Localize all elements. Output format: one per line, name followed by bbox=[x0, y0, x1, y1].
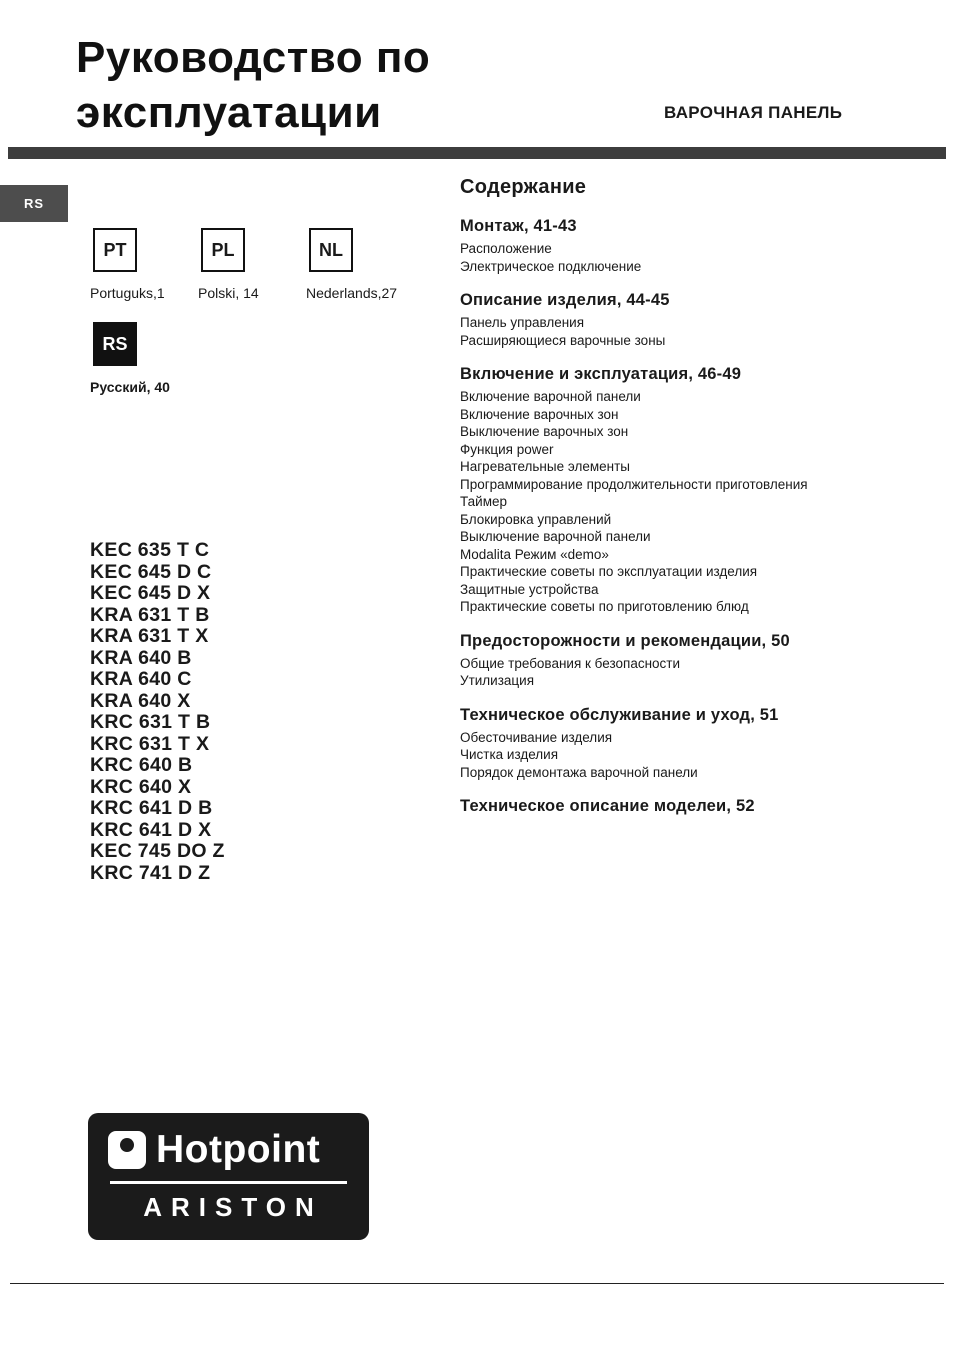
toc-item: Практические советы по эксплуатации изделия bbox=[460, 564, 758, 579]
toc-section bbox=[460, 795, 915, 817]
toc-item: Таймер bbox=[460, 494, 507, 509]
toc-title: Содержание bbox=[460, 176, 587, 198]
toc-item: Программирование продолжительности приготовления bbox=[460, 476, 808, 492]
toc-item: Защитные устройства bbox=[460, 581, 599, 597]
language-option-nl bbox=[306, 228, 414, 301]
toc-section bbox=[460, 215, 915, 275]
language-label-nl: Nederlands,27 bbox=[306, 285, 398, 301]
page-title bbox=[76, 30, 430, 140]
toc-item: Выключение варочных зон bbox=[460, 424, 629, 439]
model-number: KRC 640 B bbox=[90, 754, 193, 776]
model-number: KRC 741 D Z bbox=[90, 861, 211, 884]
toc-item: Расположение bbox=[460, 241, 552, 256]
toc-section bbox=[460, 630, 915, 690]
table-of-contents bbox=[460, 176, 915, 831]
toc-section-heading: Включение и эксплуатация, 46-49 bbox=[460, 365, 742, 383]
toc-item: Панель управления bbox=[460, 315, 585, 330]
logo-top-row bbox=[108, 1128, 349, 1172]
toc-sections bbox=[460, 215, 915, 817]
toc-item: Практические советы по приготовлению блюд bbox=[460, 599, 749, 614]
language-label-rs: Русский, 40 bbox=[90, 379, 170, 395]
header-divider-bar bbox=[8, 147, 946, 159]
page-title-line-1: Руководство по bbox=[76, 33, 431, 82]
footer-rule bbox=[10, 1283, 944, 1284]
toc-item: Общие требования к безопасности bbox=[460, 655, 681, 671]
toc-section bbox=[460, 363, 915, 616]
current-language-block bbox=[90, 322, 170, 395]
toc-item: Modalita Режим «demo» bbox=[460, 546, 609, 562]
hotpoint-dot-icon bbox=[120, 1138, 134, 1152]
language-label-pt: Portuguks,1 bbox=[90, 285, 165, 301]
toc-section-heading: Предосторожности и рекомендации, 50 bbox=[460, 631, 790, 650]
model-number: KRA 631 T X bbox=[90, 625, 209, 647]
toc-item: Функция power bbox=[460, 441, 554, 457]
language-option-pt bbox=[90, 228, 198, 301]
toc-item: Включение варочной панели bbox=[460, 389, 641, 404]
model-number: KRC 641 D X bbox=[90, 818, 212, 841]
toc-item: Нагревательные элементы bbox=[460, 459, 630, 474]
toc-item: Порядок демонтажа варочной панели bbox=[460, 764, 698, 780]
language-box-rs: RS bbox=[93, 322, 137, 366]
language-box-pl: PL bbox=[201, 228, 245, 272]
toc-item: Чистка изделия bbox=[460, 747, 559, 762]
toc-item: Обесточивание изделия bbox=[460, 729, 613, 745]
model-number: KRC 640 X bbox=[90, 775, 192, 798]
model-number: KRC 631 T B bbox=[90, 711, 211, 733]
toc-section bbox=[460, 289, 915, 349]
toc-item: Блокировка управлений bbox=[460, 511, 612, 527]
toc-item: Электрическое подключение bbox=[460, 258, 642, 274]
language-row bbox=[90, 228, 414, 301]
toc-item: Включение варочных зон bbox=[460, 406, 619, 422]
model-number: KRA 631 T B bbox=[90, 603, 210, 626]
product-type-label: ВАРОЧНАЯ ПАНЕЛЬ bbox=[664, 103, 843, 122]
language-label-pl: Polski, 14 bbox=[198, 285, 259, 301]
model-number: KEC 745 DO Z bbox=[90, 840, 225, 862]
model-number: KEC 645 D C bbox=[90, 560, 212, 583]
brand-name: Hotpoint bbox=[156, 1128, 321, 1171]
model-number: KRA 640 B bbox=[90, 646, 192, 669]
model-number: KRC 641 D B bbox=[90, 797, 213, 819]
toc-section-heading: Описание изделия, 44-45 bbox=[460, 291, 670, 309]
page-title-line-2: эксплуатации bbox=[76, 88, 382, 137]
side-tab-rs: RS bbox=[0, 185, 68, 222]
toc-item: Выключение варочной панели bbox=[460, 529, 651, 544]
language-box-pt: PT bbox=[93, 228, 137, 272]
model-number: KRA 640 X bbox=[90, 689, 191, 712]
toc-section-heading: Техническое обслуживание и уход, 51 bbox=[460, 705, 779, 724]
toc-section-heading: Монтаж, 41-43 bbox=[460, 217, 577, 235]
toc-section-heading: Техническое описание моделеи, 52 bbox=[460, 797, 755, 815]
model-list bbox=[90, 540, 225, 884]
toc-item: Утилизация bbox=[460, 673, 534, 688]
toc-item: Расширяющиеся варочные зоны bbox=[460, 332, 666, 348]
language-box-nl: NL bbox=[309, 228, 353, 272]
model-number: KRC 631 T X bbox=[90, 732, 210, 755]
model-number: KEC 635 T C bbox=[90, 539, 210, 561]
toc-section bbox=[460, 704, 915, 782]
sub-brand-name: ARISTON bbox=[143, 1192, 323, 1222]
model-number: KRA 640 C bbox=[90, 668, 192, 690]
model-number: KEC 645 D X bbox=[90, 582, 211, 604]
logo-divider bbox=[110, 1181, 347, 1184]
hotpoint-ariston-logo bbox=[88, 1113, 369, 1240]
hotpoint-square-icon bbox=[108, 1131, 146, 1169]
language-option-pl bbox=[198, 228, 306, 301]
